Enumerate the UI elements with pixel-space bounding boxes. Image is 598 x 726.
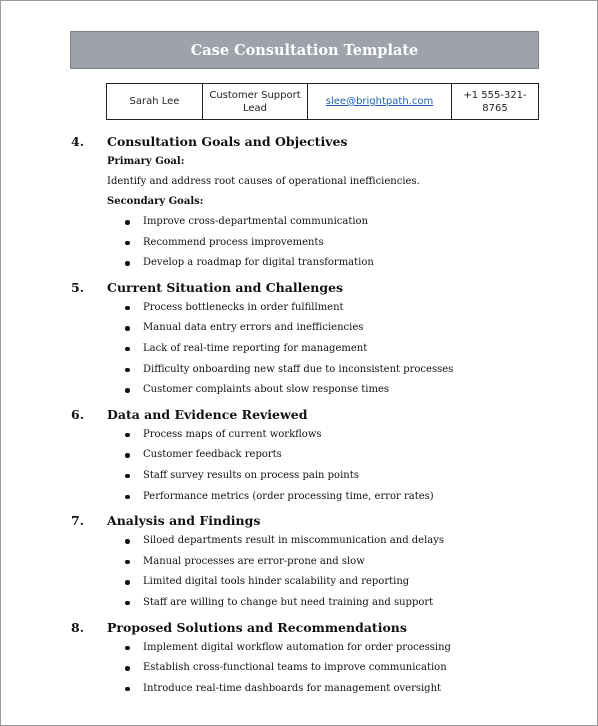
bullet-icon	[125, 687, 130, 692]
bullet-icon	[125, 433, 130, 438]
list-item	[1, 339, 598, 360]
section-number: 6.	[71, 406, 85, 422]
list-item	[1, 531, 598, 552]
list-item-text: Process maps of current workflows	[143, 428, 322, 440]
bullet-list	[1, 298, 598, 401]
section-number: 5.	[71, 279, 85, 295]
list-item	[1, 425, 598, 446]
section-heading	[1, 407, 598, 425]
list-item-text: Implement digital workflow automation for order processing	[143, 641, 451, 653]
list-item	[1, 552, 598, 573]
list-item-text: Limited digital tools hinder scalability and reporting	[143, 576, 410, 588]
list-item	[1, 360, 598, 381]
section-title: Current Situation and Challenges	[107, 279, 344, 295]
list-item-text: Process bottlenecks in order fulfillment	[143, 301, 344, 313]
list-item	[1, 466, 598, 487]
secondary-goals-label: Secondary Goals:	[107, 196, 204, 207]
section-goals	[1, 134, 598, 274]
section-title: Data and Evidence Reviewed	[107, 406, 308, 422]
bullet-list	[1, 212, 598, 274]
list-item-text: Staff survey results on process pain points	[143, 469, 359, 481]
document-title: Case Consultation Template	[70, 31, 539, 69]
contact-email-cell	[308, 84, 452, 120]
list-item	[1, 638, 598, 659]
list-item-text: Customer feedback reports	[143, 449, 282, 461]
section-title: Consultation Goals and Objectives	[107, 134, 348, 149]
section-heading	[1, 513, 598, 531]
section-analysis	[1, 513, 598, 613]
section-heading	[1, 620, 598, 638]
list-item	[1, 679, 598, 700]
primary-goal-text: Identify and address root causes of operational inefficiencies.	[107, 176, 420, 187]
contact-row	[107, 84, 539, 120]
document-content	[1, 128, 598, 699]
section-data-evidence	[1, 407, 598, 507]
section-challenges	[1, 280, 598, 401]
list-item-text: Manual processes are error-prone and slow	[143, 555, 365, 567]
section-number: 8.	[71, 619, 85, 635]
bullet-icon	[125, 220, 130, 225]
list-item-text: Customer complaints about slow response times	[143, 384, 390, 396]
bullet-icon	[125, 388, 130, 393]
bullet-list	[1, 425, 598, 507]
list-item-text: Establish cross-functional teams to improve communication	[143, 662, 447, 674]
list-item	[1, 380, 598, 401]
list-item	[1, 487, 598, 508]
bullet-icon	[125, 368, 130, 373]
contact-role: Customer Support Lead	[203, 84, 308, 120]
section-heading	[1, 280, 598, 298]
list-item-text: Difficulty onboarding new staff due to inconsistent processes	[143, 363, 454, 375]
list-item-text: Improve cross-departmental communication	[143, 216, 369, 227]
list-item	[1, 572, 598, 593]
bullet-icon	[125, 261, 130, 266]
list-item-text: Manual data entry errors and inefficiencies	[143, 322, 364, 334]
bullet-icon	[125, 474, 130, 479]
bullet-icon	[125, 347, 130, 352]
bullet-icon	[125, 241, 130, 246]
bullet-icon	[125, 646, 130, 651]
list-item-text: Siloed departments result in miscommunication and delays	[143, 535, 445, 547]
list-item-text: Staff are willing to change but need training and support	[143, 596, 434, 608]
bullet-icon	[125, 580, 130, 585]
bullet-list	[1, 638, 598, 700]
bullet-icon	[125, 306, 130, 311]
list-item	[1, 593, 598, 614]
bullet-icon	[125, 666, 130, 671]
section-title: Analysis and Findings	[107, 513, 261, 529]
contact-email-link[interactable]: slee@brightpath.com	[325, 96, 434, 107]
list-item-text: Lack of real-time reporting for management	[143, 342, 368, 354]
list-item	[1, 318, 598, 339]
list-item	[1, 445, 598, 466]
section-heading	[1, 134, 598, 152]
bullet-list	[1, 531, 598, 613]
list-item	[1, 253, 598, 274]
primary-goal-label: Primary Goal:	[107, 156, 185, 167]
list-item-text: Performance metrics (order processing time, error rates)	[143, 490, 434, 502]
bullet-icon	[125, 453, 130, 458]
section-number: 4.	[71, 134, 85, 149]
section-number: 7.	[71, 513, 85, 529]
list-item-text: Introduce real-time dashboards for management oversight	[143, 682, 442, 694]
section-title: Proposed Solutions and Recommendations	[107, 619, 407, 635]
contact-name: Sarah Lee	[107, 84, 203, 120]
list-item	[1, 212, 598, 233]
contact-table	[106, 83, 539, 120]
list-item	[1, 233, 598, 254]
list-item	[1, 658, 598, 679]
list-item	[1, 298, 598, 319]
list-item-text: Develop a roadmap for digital transformation	[143, 257, 374, 269]
bullet-icon	[125, 326, 130, 331]
bullet-icon	[125, 495, 130, 500]
bullet-icon	[125, 560, 130, 565]
section-recommendations	[1, 620, 598, 700]
bullet-icon	[125, 601, 130, 606]
contact-phone: +1 555-321-8765	[452, 84, 539, 120]
list-item-text: Recommend process improvements	[143, 236, 324, 248]
bullet-icon	[125, 539, 130, 544]
